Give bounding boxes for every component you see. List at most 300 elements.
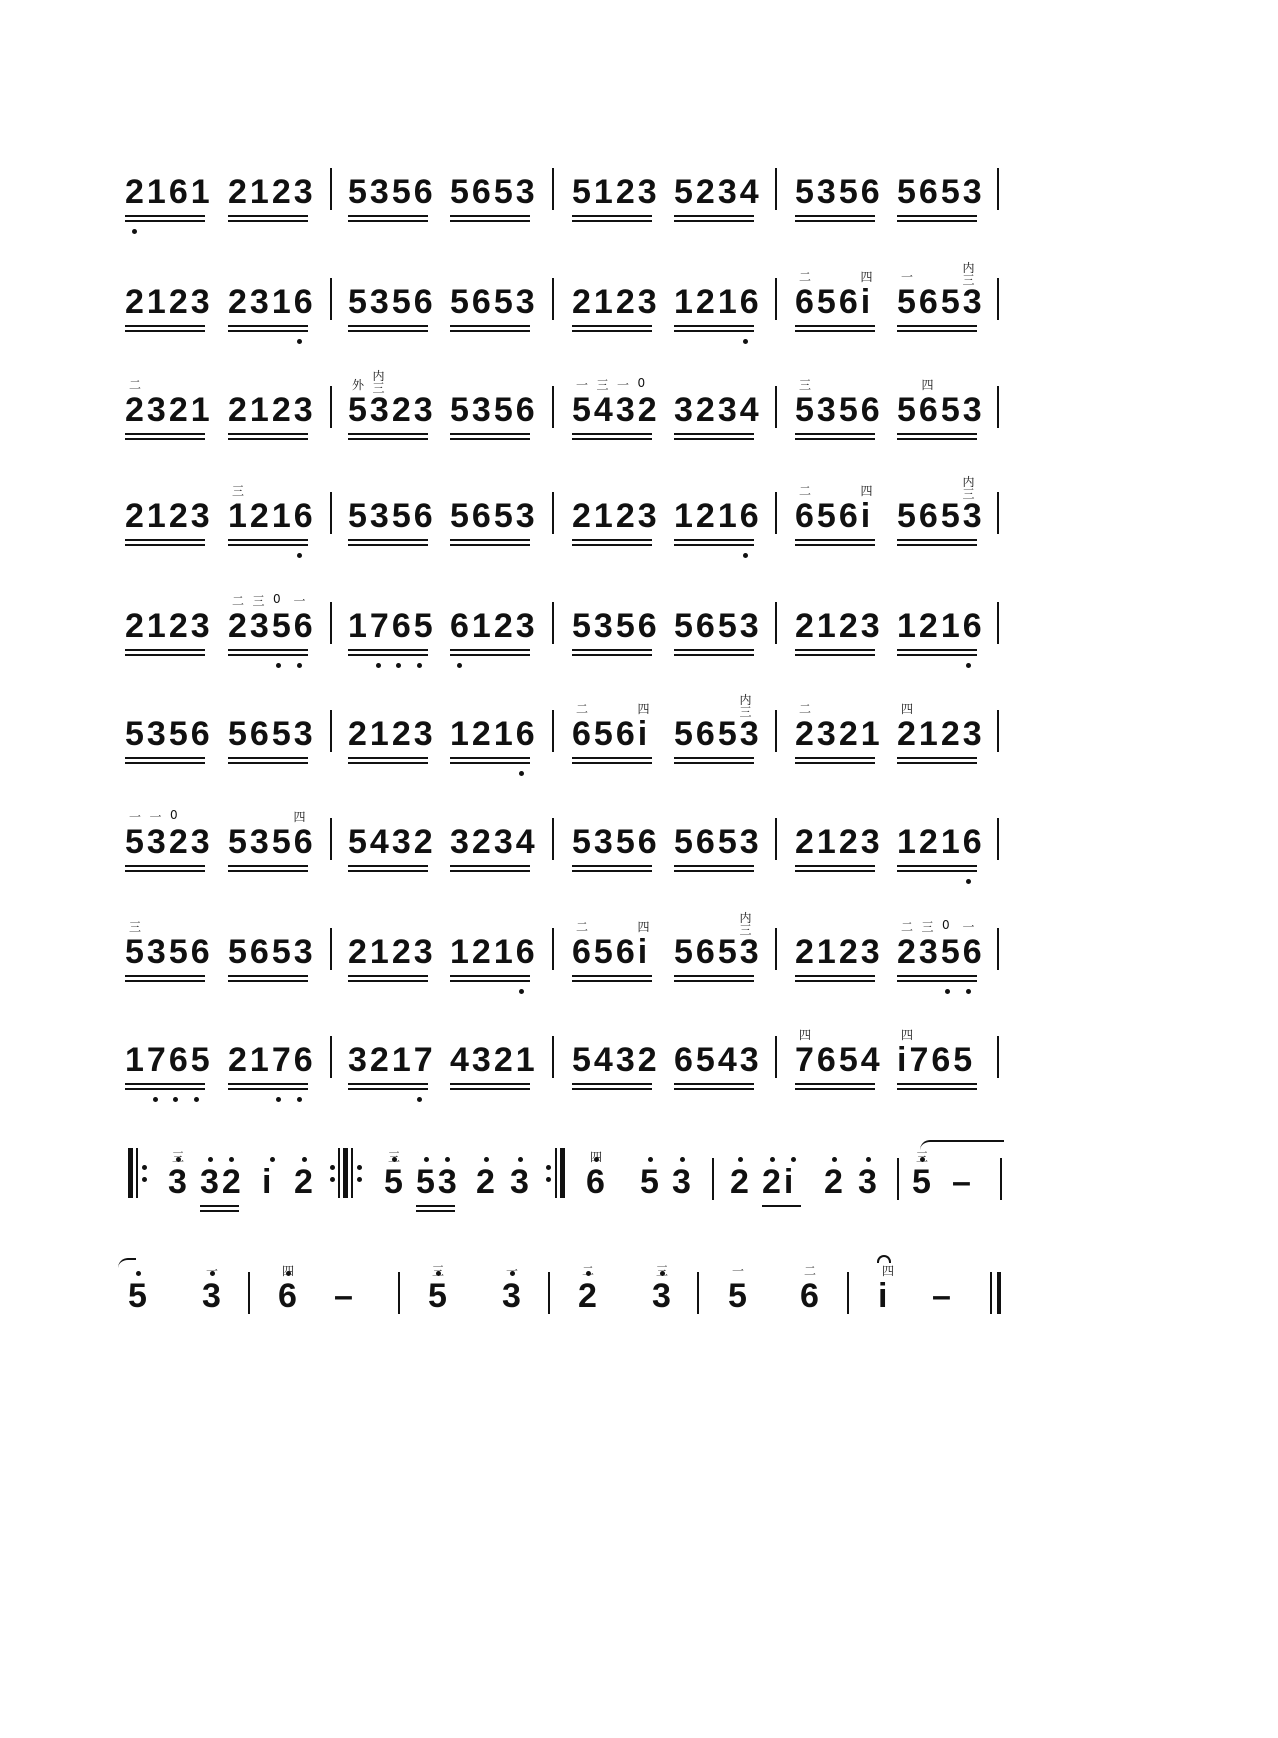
barline [712, 1158, 714, 1200]
underline [450, 980, 530, 982]
barline [997, 492, 999, 534]
note-group [125, 474, 217, 574]
note-group [168, 1140, 199, 1240]
fingering-mark: 三 [388, 1150, 401, 1164]
note-group-text: 5356 [348, 283, 436, 321]
fingering-mark: 一 [962, 920, 975, 934]
low-octave-dot [519, 989, 524, 994]
underline [125, 870, 205, 872]
underline [416, 1205, 455, 1207]
fingering-mark: 一 [293, 594, 306, 608]
underline [897, 649, 977, 651]
fingering-mark: 0 [170, 808, 178, 822]
fingering-mark: 0 [637, 376, 646, 390]
barline [897, 1158, 899, 1200]
underline [795, 870, 875, 872]
underline [897, 1083, 977, 1085]
barline [997, 710, 999, 752]
underline [228, 433, 308, 435]
low-octave-dot [173, 1097, 178, 1102]
note-group-text: 5323 [125, 823, 213, 861]
note-group [572, 584, 664, 684]
fingering-mark: 三 [432, 1264, 445, 1278]
fingering-mark: 三 [596, 378, 609, 392]
note-group-text: 6 [800, 1277, 822, 1315]
low-octave-dot [153, 1097, 158, 1102]
note-group [476, 1140, 507, 1240]
underline [125, 438, 205, 440]
note-group [228, 150, 320, 250]
fingering-mark: 四 [921, 378, 934, 392]
score-row [0, 150, 1278, 250]
fingering-mark: 一 [732, 1264, 745, 1278]
fingering-mark: 0 [942, 918, 950, 932]
fingering-mark: 内三 [372, 369, 385, 395]
note-group [262, 1140, 293, 1240]
fingering-mark: 一 [617, 378, 630, 392]
note-group-text: 2 [476, 1163, 498, 1201]
note-group [672, 1140, 703, 1240]
repeat-dot [357, 1177, 362, 1182]
barline [775, 386, 777, 428]
barline [330, 168, 332, 210]
barline [997, 1036, 999, 1078]
note-group [450, 800, 542, 900]
underline [125, 654, 205, 656]
underline [795, 325, 875, 327]
note-group-text: 1765 [125, 1041, 213, 1079]
fingering-mark: 四 [637, 702, 650, 716]
underline [125, 757, 205, 759]
note-group-text: 2123 [125, 607, 213, 645]
underline [795, 220, 875, 222]
fingering-mark: 三 [656, 1264, 669, 1278]
high-octave-dot [208, 1157, 213, 1162]
underline [450, 975, 530, 977]
note-group [125, 150, 217, 250]
high-octave-dot [791, 1157, 796, 1162]
barline [552, 1036, 554, 1078]
note-group-text: 2321 [795, 715, 883, 753]
note-group-text: 5356 [125, 933, 213, 971]
low-octave-dot [966, 989, 971, 994]
underline [572, 762, 652, 764]
fingering-mark: 一 [149, 810, 162, 824]
fingering-mark: 内三 [739, 693, 752, 719]
score-row [0, 1018, 1278, 1118]
note-group-text: 656i [795, 497, 874, 535]
note-group-text: 5 [384, 1163, 406, 1201]
tie-slur [920, 1140, 1004, 1150]
note-group [795, 584, 887, 684]
underline [897, 325, 977, 327]
underline [228, 220, 308, 222]
underline [572, 975, 652, 977]
repeat-thin-bar [351, 1148, 353, 1198]
note-group-text: 656i [572, 933, 651, 971]
note-group-text: – [952, 1163, 974, 1201]
fingering-mark: 四 [293, 810, 306, 824]
note-group [674, 260, 766, 360]
note-group [952, 1140, 983, 1240]
note-group-text: 5356 [572, 607, 660, 645]
underline [450, 325, 530, 327]
underline [897, 544, 977, 546]
high-octave-dot [832, 1157, 837, 1162]
repeat-dot [142, 1165, 147, 1170]
fingering-mark: 三 [921, 920, 934, 934]
note-group [228, 260, 320, 360]
note-group [674, 800, 766, 900]
fingering-mark: 二 [804, 1264, 817, 1278]
underline [674, 1083, 754, 1085]
barline [775, 928, 777, 970]
note-group-text: 5653 [450, 283, 538, 321]
barline [1000, 1158, 1002, 1200]
note-group-text: 2123 [125, 497, 213, 535]
underline [572, 980, 652, 982]
note-group-text: i765 [897, 1041, 976, 1079]
underline [228, 1088, 308, 1090]
underline [200, 1205, 239, 1207]
underline [795, 215, 875, 217]
barline [330, 492, 332, 534]
note-group [572, 260, 664, 360]
underline [674, 865, 754, 867]
note-group-text: 5356 [795, 173, 883, 211]
note-group-text: – [334, 1277, 356, 1315]
note-group [674, 150, 766, 250]
fingering-mark: 四 [860, 484, 873, 498]
note-group [450, 1018, 542, 1118]
note-group [897, 260, 989, 360]
underline [674, 220, 754, 222]
note-group-text: 32 [200, 1163, 244, 1201]
fingering-mark: 二 [799, 270, 812, 284]
low-octave-dot [132, 229, 137, 234]
note-group [795, 368, 887, 468]
note-group [897, 368, 989, 468]
low-octave-dot [297, 339, 302, 344]
high-octave-dot [424, 1157, 429, 1162]
fingering-mark: 三 [252, 594, 265, 608]
note-group-text: 2 [294, 1163, 316, 1201]
underline [572, 438, 652, 440]
note-group [897, 584, 989, 684]
underline [572, 330, 652, 332]
low-octave-dot [376, 663, 381, 668]
note-group-text: 5653 [450, 173, 538, 211]
barline [330, 386, 332, 428]
barline [552, 168, 554, 210]
note-group [730, 1140, 761, 1240]
fingering-mark: 一 [206, 1264, 219, 1278]
note-group [897, 474, 989, 574]
underline [348, 870, 428, 872]
note-group [450, 692, 542, 792]
high-octave-dot [229, 1157, 234, 1162]
note-group [674, 474, 766, 574]
underline [572, 870, 652, 872]
underline [450, 220, 530, 222]
barline [552, 928, 554, 970]
underline [125, 762, 205, 764]
underline [795, 1083, 875, 1085]
score-row [0, 692, 1278, 792]
note-group [897, 692, 989, 792]
note-group [795, 1018, 887, 1118]
fingering-mark: 二 [582, 1264, 595, 1278]
underline [125, 975, 205, 977]
underline [897, 438, 977, 440]
underline [125, 865, 205, 867]
underline [795, 649, 875, 651]
note-group [674, 584, 766, 684]
note-group [878, 1254, 909, 1354]
underline [348, 438, 428, 440]
note-group [800, 1254, 831, 1354]
note-group [125, 368, 217, 468]
note-group-text: 2321 [125, 391, 213, 429]
note-group-text: 5356 [450, 391, 538, 429]
note-group [572, 1018, 664, 1118]
fingering-mark: 二 [576, 702, 589, 716]
underline [572, 539, 652, 541]
note-group [348, 150, 440, 250]
underline [125, 539, 205, 541]
barline [847, 1272, 849, 1314]
underline [674, 330, 754, 332]
barline [330, 710, 332, 752]
underline [795, 330, 875, 332]
note-group-text: 3234 [450, 823, 538, 861]
underline [795, 975, 875, 977]
repeat-thick-bar [560, 1148, 565, 1198]
note-group-text: 5356 [795, 391, 883, 429]
note-group-text: 6123 [450, 607, 538, 645]
note-group [450, 260, 542, 360]
barline [330, 278, 332, 320]
note-group [228, 368, 320, 468]
fingering-mark: 一 [901, 270, 914, 284]
underline [795, 865, 875, 867]
note-group-text: 5 [640, 1163, 662, 1201]
barline [330, 1036, 332, 1078]
underline [450, 762, 530, 764]
note-group-text: 5 [912, 1163, 934, 1201]
barline [997, 602, 999, 644]
underline [228, 870, 308, 872]
note-group-text: 1216 [450, 715, 538, 753]
underline [674, 757, 754, 759]
underline [228, 865, 308, 867]
underline [450, 1088, 530, 1090]
underline [348, 544, 428, 546]
low-octave-dot [396, 663, 401, 668]
note-group [674, 910, 766, 1010]
underline [125, 980, 205, 982]
note-group-text: 2356 [228, 607, 316, 645]
underline [762, 1205, 801, 1207]
underline [125, 1088, 205, 1090]
note-group [932, 1254, 963, 1354]
barline [552, 278, 554, 320]
underline [125, 1083, 205, 1085]
underline [450, 865, 530, 867]
underline [674, 215, 754, 217]
underline [348, 220, 428, 222]
note-group-text: 5432 [572, 1041, 660, 1079]
repeat-thin-bar [136, 1148, 138, 1198]
fingering-mark: 三 [129, 920, 142, 934]
note-group [416, 1140, 467, 1240]
note-group-text: 5356 [228, 823, 316, 861]
underline [228, 654, 308, 656]
underline [674, 975, 754, 977]
note-group [125, 584, 217, 684]
note-group-text: 5653 [674, 823, 762, 861]
score-row [0, 1140, 1278, 1240]
note-group-text: 5 [728, 1277, 750, 1315]
note-group-text: 5653 [228, 933, 316, 971]
fingering-mark: 四 [901, 1028, 914, 1042]
underline [228, 539, 308, 541]
barline [330, 928, 332, 970]
barline [997, 386, 999, 428]
note-group-text: 3217 [348, 1041, 436, 1079]
note-group-text: 5432 [348, 823, 436, 861]
fingering-mark: 二 [799, 702, 812, 716]
note-group [348, 800, 440, 900]
note-group-text: 4321 [450, 1041, 538, 1079]
barline [248, 1272, 250, 1314]
repeat-dot [546, 1177, 551, 1182]
underline [348, 980, 428, 982]
repeat-thick-bar [128, 1148, 133, 1198]
score-row [0, 368, 1278, 468]
underline [572, 1088, 652, 1090]
note-group [228, 474, 320, 574]
note-group-text: 2 [730, 1163, 752, 1201]
repeat-dot [142, 1177, 147, 1182]
underline [897, 539, 977, 541]
note-group [278, 1254, 309, 1354]
underline [228, 980, 308, 982]
underline [125, 220, 205, 222]
barline [552, 818, 554, 860]
underline [572, 757, 652, 759]
final-barline-thin [990, 1272, 992, 1314]
fingering-mark: 一 [576, 378, 589, 392]
underline [572, 325, 652, 327]
note-group [294, 1140, 325, 1240]
note-group-text: 5432 [572, 391, 660, 429]
fingering-mark: 四 [637, 920, 650, 934]
note-group-text: 5356 [572, 823, 660, 861]
note-group-text: 5653 [450, 497, 538, 535]
underline [125, 649, 205, 651]
fingering-mark: 外 [352, 378, 365, 392]
note-group-text: 656i [795, 283, 874, 321]
note-group [128, 1254, 159, 1354]
underline [795, 757, 875, 759]
fingering-mark: 一 [129, 810, 142, 824]
low-octave-dot [297, 553, 302, 558]
underline [228, 438, 308, 440]
note-group [450, 368, 542, 468]
note-group [795, 260, 887, 360]
note-group-text: 5653 [674, 607, 762, 645]
low-octave-dot [966, 879, 971, 884]
underline [674, 762, 754, 764]
underline [450, 330, 530, 332]
note-group [572, 368, 664, 468]
underline [348, 433, 428, 435]
note-group [674, 368, 766, 468]
note-group-text: 2123 [897, 715, 985, 753]
underline [348, 215, 428, 217]
underline [897, 215, 977, 217]
fingering-mark: 三 [172, 1150, 185, 1164]
underline [125, 330, 205, 332]
underline [795, 544, 875, 546]
note-group [450, 910, 542, 1010]
underline [125, 325, 205, 327]
note-group [228, 584, 320, 684]
fingering-mark: 内三 [962, 475, 975, 501]
repeat-thin-bar [555, 1148, 557, 1198]
underline [674, 544, 754, 546]
underline [450, 433, 530, 435]
score-row [0, 1254, 1278, 1354]
underline [897, 757, 977, 759]
low-octave-dot [297, 663, 302, 668]
underline [348, 975, 428, 977]
underline [228, 757, 308, 759]
note-group-text: 3 [858, 1163, 880, 1201]
score-row [0, 910, 1278, 1010]
note-group [674, 1018, 766, 1118]
underline [228, 330, 308, 332]
barline [330, 602, 332, 644]
high-octave-dot [680, 1157, 685, 1162]
note-group-text: 3 [652, 1277, 674, 1315]
note-group-text: 2123 [795, 933, 883, 971]
repeat-dot [330, 1165, 335, 1170]
note-group [578, 1254, 609, 1354]
note-group [795, 150, 887, 250]
repeat-thin-bar [338, 1148, 340, 1198]
underline [897, 220, 977, 222]
underline [897, 1088, 977, 1090]
low-octave-dot [743, 339, 748, 344]
note-group-text: 1216 [228, 497, 316, 535]
underline [897, 975, 977, 977]
note-group [125, 1018, 217, 1118]
barline [775, 710, 777, 752]
fingering-mark: 内三 [739, 911, 752, 937]
note-group-text: 2161 [125, 173, 213, 211]
fingering-mark: 四 [860, 270, 873, 284]
note-group-text: – [932, 1277, 954, 1315]
high-octave-dot [518, 1157, 523, 1162]
underline [228, 544, 308, 546]
note-group-text: 5 [128, 1277, 150, 1315]
underline [450, 654, 530, 656]
underline [450, 1083, 530, 1085]
note-group [586, 1140, 617, 1240]
note-group [125, 260, 217, 360]
